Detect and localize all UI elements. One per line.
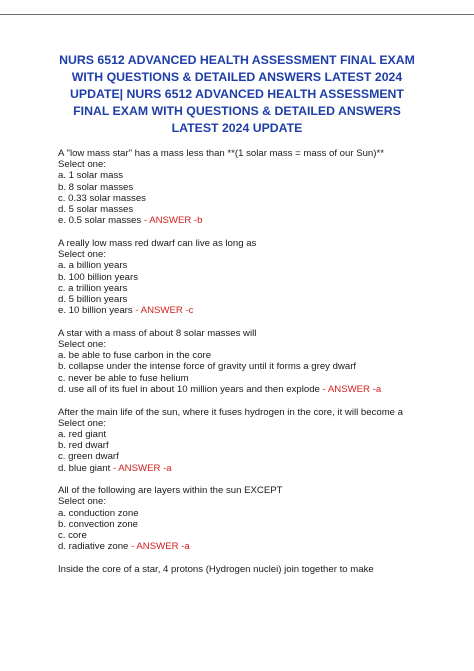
option-with-answer: d. use all of its fuel in about 10 million years and then explode - ANSWER -a bbox=[58, 383, 382, 395]
option-text: b. 100 billion years bbox=[58, 271, 138, 283]
answer-text: ANSWER -b bbox=[149, 215, 203, 227]
option-text: c. core bbox=[58, 530, 87, 542]
option-text: e. 0.5 solar masses bbox=[58, 215, 142, 227]
question-block bbox=[58, 148, 458, 226]
option-with-answer: e. 10 billion years - ANSWER -c bbox=[58, 305, 194, 317]
answer-text: ANSWER -a bbox=[136, 541, 190, 553]
select-one-label: Select one: bbox=[58, 339, 107, 351]
option-with-answer: d. radiative zone - ANSWER -a bbox=[58, 541, 190, 553]
document-title bbox=[40, 52, 434, 137]
option-text: d. use all of its fuel in about 10 million years and then explode bbox=[58, 383, 320, 395]
select-one-label: Select one: bbox=[58, 159, 107, 171]
title-line: NURS 6512 ADVANCED HEALTH ASSESSMENT FINAL EXAM bbox=[59, 53, 415, 67]
option-text: d. 5 billion years bbox=[58, 293, 128, 305]
question-text: A star with a mass of about 8 solar masses will bbox=[58, 327, 257, 339]
option-text: c. green dwarf bbox=[58, 451, 119, 463]
question-block bbox=[58, 407, 458, 474]
select-one-label: Select one: bbox=[58, 496, 107, 508]
option-text: b. collapse under the intense force of gravity until it forms a grey dwarf bbox=[58, 361, 357, 373]
question-block bbox=[58, 328, 458, 395]
option-text: c. a trillion years bbox=[58, 282, 128, 294]
question-block bbox=[58, 485, 458, 552]
question-text: All of the following are layers within the sun EXCEPT bbox=[58, 485, 283, 497]
question-text: A "low mass star" has a mass less than **(1 solar mass = mass of our Sun)** bbox=[58, 148, 384, 159]
question-text: After the main life of the sun, where it fuses hydrogen in the core, it will become a bbox=[58, 406, 404, 418]
option-text: b. 8 solar masses bbox=[58, 181, 134, 193]
title-line: UPDATE| NURS 6512 ADVANCED HEALTH ASSESSMENT bbox=[70, 87, 404, 101]
option-text: c. 0.33 solar masses bbox=[58, 192, 146, 204]
select-one-label: Select one: bbox=[58, 249, 107, 261]
answer-text: ANSWER -a bbox=[327, 383, 382, 395]
question-text: A really low mass red dwarf can live as long as bbox=[58, 237, 257, 249]
option-with-answer: e. 0.5 solar masses - ANSWER -b bbox=[58, 215, 203, 227]
answer-text: ANSWER -c bbox=[140, 305, 194, 317]
question-list bbox=[58, 148, 458, 587]
option-with-answer: d. blue giant - ANSWER -a bbox=[58, 462, 172, 474]
answer-text: ANSWER -a bbox=[118, 462, 172, 474]
option-text: a. a billion years bbox=[58, 260, 128, 272]
top-divider bbox=[0, 14, 474, 15]
title-line: FINAL EXAM WITH QUESTIONS & DETAILED ANSWERS bbox=[73, 104, 401, 118]
option-text: d. blue giant bbox=[58, 462, 111, 474]
select-one-label: Select one: bbox=[58, 417, 107, 429]
question-block bbox=[58, 564, 458, 575]
title-line: LATEST 2024 UPDATE bbox=[171, 121, 303, 135]
question-block bbox=[58, 238, 458, 316]
option-text: d. 5 solar masses bbox=[58, 204, 134, 216]
title-line: WITH QUESTIONS & DETAILED ANSWERS LATEST 2024 bbox=[71, 70, 403, 84]
option-text: a. conduction zone bbox=[58, 507, 139, 519]
option-text: e. 10 billion years bbox=[58, 305, 133, 317]
question-text: Inside the core of a star, 4 protons (Hydrogen nuclei) join together to make bbox=[58, 564, 374, 575]
option-text: d. radiative zone bbox=[58, 541, 129, 553]
option-text: a. be able to fuse carbon in the core bbox=[58, 350, 212, 362]
option-text: c. never be able to fuse helium bbox=[58, 372, 189, 384]
option-text: b. convection zone bbox=[58, 518, 139, 530]
option-text: a. 1 solar mass bbox=[58, 170, 124, 182]
option-text: b. red dwarf bbox=[58, 440, 109, 452]
option-text: a. red giant bbox=[58, 428, 107, 440]
